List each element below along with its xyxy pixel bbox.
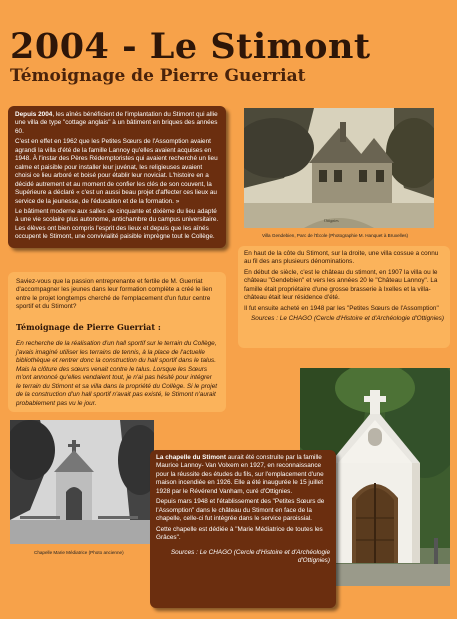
testimony-heading: Témoignage de Pierre Guerriat : [16,321,161,332]
old-chapel-photo [10,420,154,544]
villa-photo-caption: Villa Gendebien, Parc de l'École (Photographie M. Hanquet à Bruxelles) [262,233,409,238]
testimony-text: En recherche de la réalisation d'un hall sportif sur le terrain du Collège, j'avais imaginé utiliser les terrains de tennis, à la place de l'actuelle bibliothèque et rentrer donc la construction du hall sportif dans le talus. Mais la clôture des sœurs venait contre le talus. Lorsque les Sœurs m'ont annoncé qu'elles vendaient tout, je n'ai pas hésité pour intégrer le terrain du Stimont et sa villa dans la propriété du Collège. Si le projet de la construction d'un hall sportif n'avait pas existé, le Stimont n'aurait probablement pas vu le jour. [16,340,218,407]
svg-text:Ottignies: Ottignies [324,218,339,223]
testimony-box [8,272,226,412]
chateau-source: Sources : Le CHAGO (Cercle d'Histoire et d'Archéologie d'Ottignies) [251,315,444,323]
intro-box [8,106,226,248]
chapel-text-1: aurait été construite par la famille Maurice Lannoy- Van Volxem en 1927, en reconnaissance pour la réussite des études du fils, sur l'emplacement d'une maison incendiée en 1926. Elle a été inaugurée le 15 juillet 1928 par le Révérend Vanham, curé d'Ottignies. [156,454,324,495]
chateau-text-3: Il fut ensuite acheté en 1948 par les "Petites Sœurs de l'Assomption" [244,304,439,312]
intro-text-2: C'est en effet en 1962 que les Petites Sœurs de l'Assomption avaient agrandi la villa d'été de la famille Lannoy qu'elles avaient acquises en 1948. À l'instar des Pères Rédemptoristes qui avaient recherché un lieu calme et paisible pour installer leur juvénat, les religieuses avaient choisi ce lieu arboré et boisé pour établir leur noviciat. L'histoire en a décidé autrement et au moment de confier les clés de son couvent, la Supérieure a déclaré « c'est un aussi beau projet d'affecter ces lieux au service de la jeunesse, de l'éducation et de la formation. » [15,138,218,205]
page-title: 2004 - Le Stimont [10,26,371,67]
chapel-box [150,450,336,608]
chapel-text-3: Cette chapelle est dédiée à "Marie Médiatrice de toutes les Grâces". [156,525,323,542]
testimony-intro: Saviez-vous que la passion entreprenante et fertile de M. Guerriat d'accompagner les jeunes dans leur formation complète a créé le lien entre le projet longtemps cherché de l'emplacement d'un futur centre sportif et du Stimont? [16,278,213,311]
chapel-lead: La chapelle du Stimont [156,454,226,461]
intro-text-1: , les aînés bénéficient de l'implantation du Stimont qui allie une villa de type "cottage anglais" à un bâtiment en briques des années 60. [15,111,218,135]
chapel-text-2: Depuis mars 1948 et l'établissement des "Petites Sœurs de l'Assomption" dans le château du Stimont en face de la chapelle, celle-ci fut intégrée dans le service paroissial. [156,498,325,523]
old-chapel-illustration [10,420,154,544]
old-chapel-caption: Chapelle Marie Médiatrice (Photo ancienne) [34,550,124,555]
chateau-text-2: En début de siècle, c'est le château du stimont, en 1907 la villa ou le château "Gendebien" et vers les années 20 le "Château Lannoy". La famille était propriétaire d'une grosse brasserie à Ixelles et la villa-château était leur résidence d'été. [244,268,438,302]
chateau-text-1: En haut de la côte du Stimont, sur la droite, une villa cossue a connu au fil des ans plusieurs dénominations. [244,250,439,266]
page-subtitle: Témoignage de Pierre Guerriat [10,66,306,86]
chateau-history-box [238,246,450,348]
villa-gendebien-photo [244,108,434,228]
intro-text-3: Le bâtiment moderne aux salles de cinquante et dixième du lieu adapté à une vie scolaire plus autonome, antichambre du campus universitaire. Les élèves ont bien compris l'esprit des lieux et depuis que les aînés occupent le Stimont, une convivialité paisible imprègne tout le Collège. [15,207,219,241]
villa-illustration [244,108,434,228]
chapel-source: Sources : Le CHAGO (Cercle d'Histoire et d'Archéologie d'Ottignies) [170,548,330,564]
intro-lead: Depuis 2004 [15,111,53,118]
